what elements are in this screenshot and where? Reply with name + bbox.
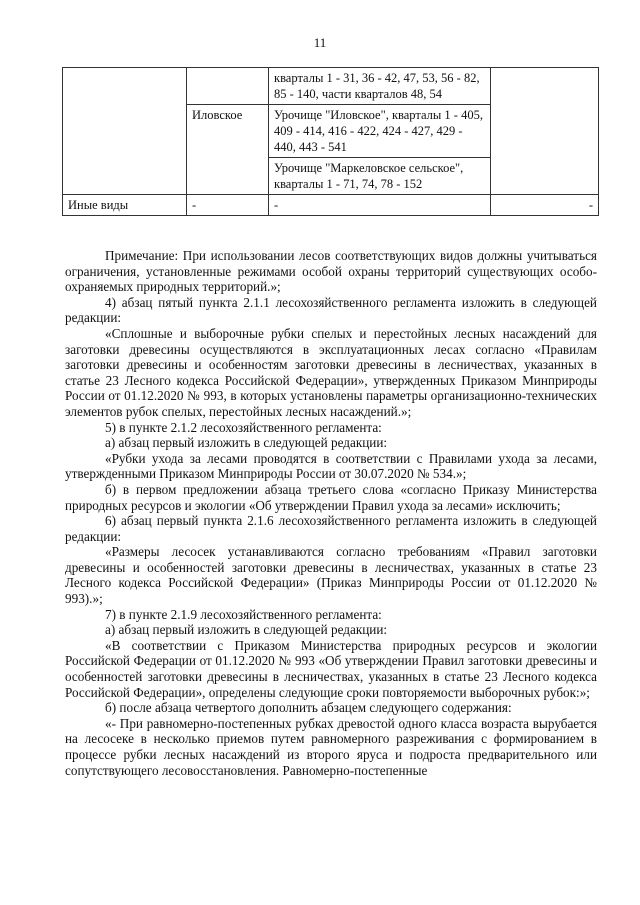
paragraph: 5) в пункте 2.1.2 лесохозяйственного регламента: [105, 419, 382, 435]
table-cell [63, 68, 187, 195]
paragraph: а) абзац первый изложить в следующей редакции: [105, 435, 388, 451]
paragraph: 7) в пункте 2.1.9 лесохозяйственного регламента: [105, 606, 382, 622]
paragraph: 4) абзац пятый пункта 2.1.1 лесохозяйственного регламента изложить в следующей редакции: [65, 294, 597, 326]
paragraph: Примечание: При использовании лесов соответствующих видов должны учитываться ограничения, установленные режимами особой охраны территорий существующих особо-охраняемых природных территорий.»; [65, 248, 597, 295]
paragraph: «- При равномерно-постепенных рубках древостой одного класса возраста вырубается на лесосеке в несколько приемов путем равномерного разреживания с формированием в процессе рубки лесных насаждений из второго яруса и подроста предварительного или сопутствующего лесовосстановления. Равномерно-постепенные [65, 715, 597, 778]
paragraph: б) в первом предложении абзаца третьего слова «согласно Приказу Министерства природных ресурсов и экологии «Об утверждении Правил ухода за лесами» исключить; [65, 481, 597, 513]
table-cell: - [491, 195, 599, 216]
table-cell: кварталы 1 - 31, 36 - 42, 47, 53, 56 - 82, 85 - 140, части кварталов 48, 54 [269, 68, 491, 105]
table-cell [187, 68, 269, 105]
paragraph: «Размеры лесосек устанавливаются согласно требованиям «Правил заготовки древесины и особенностей заготовки древесины в лесничествах, указанных в статье 23 Лесного кодекса Российской Федерации» (Приказ Минприроды России от 01.12.2020 № 993).»; [65, 544, 597, 607]
table-cell [491, 68, 599, 195]
paragraph: «В соответствии с Приказом Министерства природных ресурсов и экологии Российской Федерации от 01.12.2020 № 993 «Об утверждении Правил заготовки древесины и особенностей заготовки древесины в лесничествах, указанных в статье 23 Лесного кодекса Российской Федерации», определены следующие сроки повторяемости выборочных рубок:»; [65, 637, 597, 700]
paragraph: «Сплошные и выборочные рубки спелых и перестойных лесных насаждений для заготовки древесины осуществляются в эксплуатационных лесах согласно «Правилам заготовки древесины и особенностям заготовки древесины в лесничествах, указанных в статье 23 Лесного кодекса Российской Федерации», утвержденных Приказом Минприроды России от 01.12.2020 № 993, в которых установлены параметры организационно-технических элементов рубок спелых, перестойных лесных насаждений.»; [65, 325, 597, 419]
document-body [65, 248, 597, 778]
forest-zones-table [62, 67, 599, 216]
paragraph: б) после абзаца четвертого дополнить абзацем следующего содержания: [105, 700, 512, 716]
paragraph: 6) абзац первый пункта 2.1.6 лесохозяйственного регламента изложить в следующей редакции: [65, 513, 597, 544]
table-cell: Урочище "Иловское", кварталы 1 - 405, 409 - 414, 416 - 422, 424 - 427, 429 - 440, 443 - 541 [269, 105, 491, 158]
page-number: 11 [313, 35, 327, 50]
table-row [63, 68, 599, 105]
table-cell: Урочище "Маркеловское сельское", кварталы 1 - 71, 74, 78 - 152 [269, 158, 491, 195]
paragraph: «Рубки ухода за лесами проводятся в соответствии с Правилами ухода за лесами, утвержденными Приказом Минприроды России от 30.07.2020 № 534.»; [65, 450, 597, 482]
table-cell: Иные виды [63, 195, 187, 216]
table-cell: - [187, 195, 269, 216]
table-cell: Иловское [187, 105, 269, 195]
paragraph: а) абзац первый изложить в следующей редакции: [105, 622, 388, 638]
table-row [63, 195, 599, 216]
table-cell: - [269, 195, 491, 216]
